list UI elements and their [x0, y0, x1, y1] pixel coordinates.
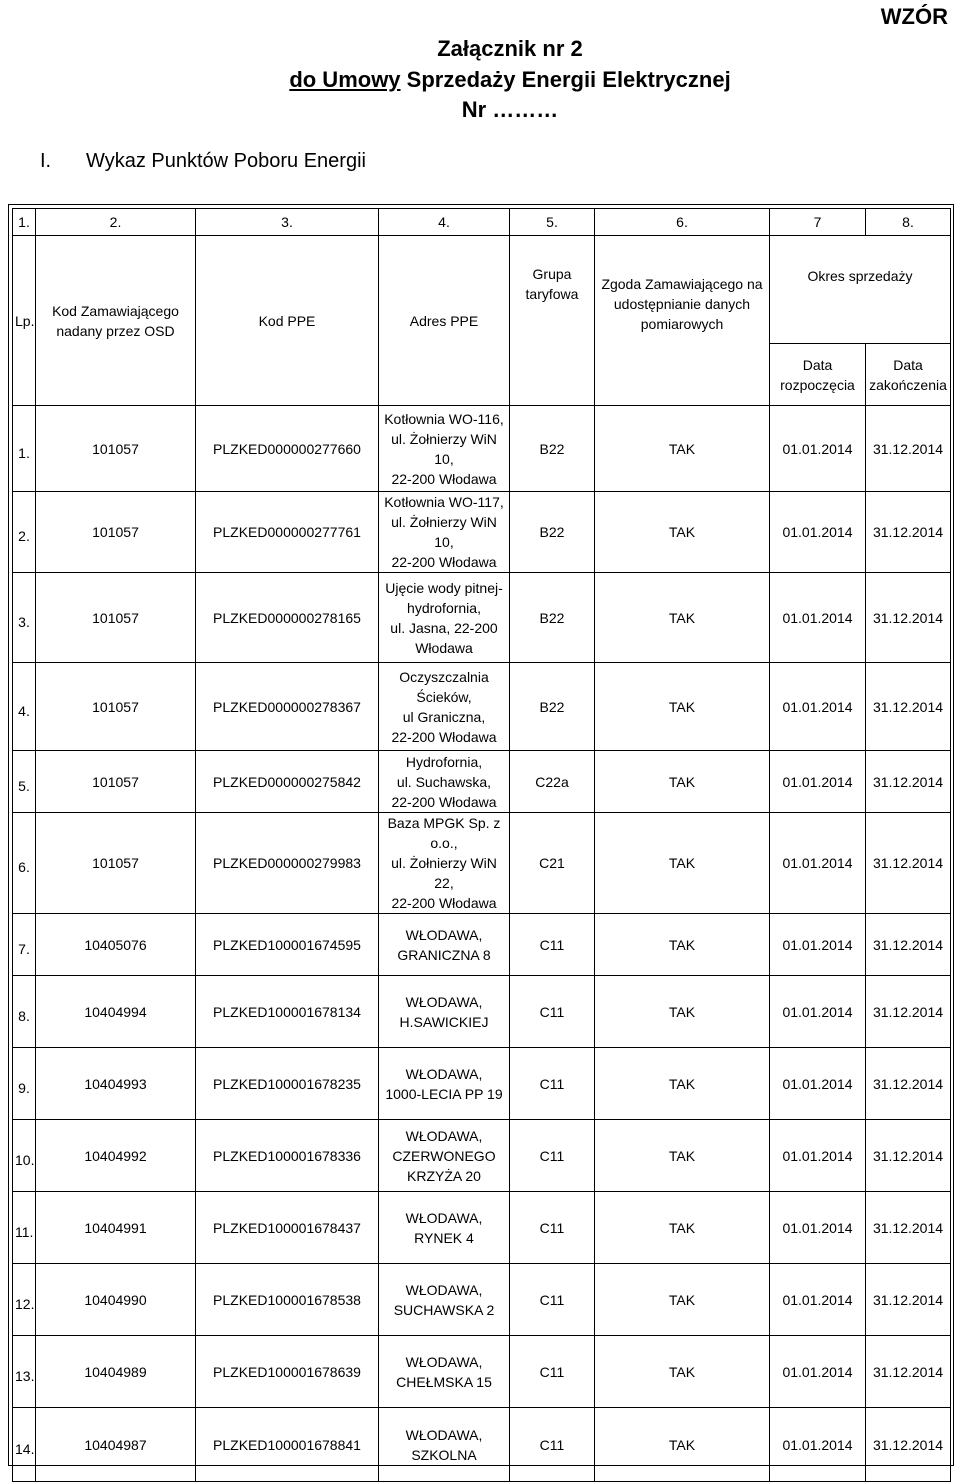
- row-kod-ppe: PLZKED100001678538: [196, 1264, 379, 1336]
- row-kod-zamawiajacego: 10404991: [36, 1192, 196, 1264]
- row-grupa-taryfowa: C22a: [510, 751, 595, 813]
- row-adres-line: Baza MPGK Sp. z: [387, 815, 501, 831]
- ppe-table: [12, 208, 951, 1482]
- row-adres-line: WŁODAWA,: [405, 926, 483, 943]
- table-row: [13, 492, 951, 573]
- column-number: 4.: [379, 209, 510, 236]
- row-grupa-taryfowa: C11: [510, 914, 595, 976]
- header-kod-ppe: Kod PPE: [196, 236, 379, 406]
- row-lp: 12.: [13, 1264, 36, 1336]
- row-adres-line: 22-200 Włodawa: [391, 895, 497, 911]
- row-adres-line: hydrofornia,: [407, 599, 481, 616]
- header-okres-sprzedazy: Okres sprzedaży: [770, 236, 951, 344]
- row-adres-line: CZERWONEGO: [392, 1147, 496, 1164]
- row-data-rozpoczecia: 01.01.2014: [770, 492, 866, 573]
- row-adres-line: WŁODAWA,: [405, 993, 483, 1010]
- row-zgoda: TAK: [595, 1408, 770, 1482]
- row-adres-line: SUCHAWSKA 2: [393, 1301, 495, 1318]
- table-row: [13, 406, 951, 492]
- row-data-zakonczenia: 31.12.2014: [866, 406, 951, 492]
- row-grupa-taryfowa: C11: [510, 1192, 595, 1264]
- row-adres-line: Kotłownia WO-117,: [384, 494, 504, 510]
- table-row: [13, 976, 951, 1048]
- row-adres-ppe: [379, 1048, 510, 1120]
- row-adres-line: ul. Żołnierzy WiN 22,: [391, 855, 497, 891]
- row-kod-zamawiajacego: 10404989: [36, 1336, 196, 1408]
- row-adres-line: WŁODAWA,: [405, 1353, 483, 1370]
- row-adres-ppe: [379, 1264, 510, 1336]
- row-zgoda: TAK: [595, 663, 770, 751]
- row-adres-line: ul. Żołnierzy WiN 10,: [391, 514, 497, 550]
- row-adres-ppe: [379, 406, 510, 492]
- table-row: [13, 1264, 951, 1336]
- row-adres-line: ul. Żołnierzy WiN 10,: [391, 430, 497, 467]
- table-row: [13, 573, 951, 663]
- row-data-rozpoczecia: 01.01.2014: [770, 751, 866, 813]
- section-label: Wykaz Punktów Poboru Energii: [86, 150, 366, 172]
- row-kod-zamawiajacego: 101057: [36, 663, 196, 751]
- row-adres-ppe: [379, 751, 510, 813]
- row-data-zakonczenia: 31.12.2014: [866, 663, 951, 751]
- row-kod-ppe: PLZKED000000275842: [196, 751, 379, 813]
- row-zgoda: TAK: [595, 751, 770, 813]
- row-adres-line: 22-200 Włodawa: [391, 470, 497, 487]
- row-data-rozpoczecia: 01.01.2014: [770, 406, 866, 492]
- row-zgoda: TAK: [595, 1336, 770, 1408]
- row-adres-line: Ujęcie wody pitnej-: [385, 579, 503, 596]
- row-adres-line: WŁODAWA,: [405, 1281, 483, 1298]
- column-number: 2.: [36, 209, 196, 236]
- row-data-zakonczenia: 31.12.2014: [866, 573, 951, 663]
- row-kod-zamawiajacego: 10404994: [36, 976, 196, 1048]
- header-grupa-taryfowa: Grupa taryfowa: [510, 236, 595, 406]
- row-adres-line: WŁODAWA,: [405, 1065, 483, 1082]
- row-lp: 2.: [13, 492, 36, 573]
- table-row: [13, 1048, 951, 1120]
- row-grupa-taryfowa: C21: [510, 813, 595, 914]
- row-adres-ppe: [379, 976, 510, 1048]
- row-kod-ppe: PLZKED100001678235: [196, 1048, 379, 1120]
- row-zgoda: TAK: [595, 492, 770, 573]
- row-data-rozpoczecia: 01.01.2014: [770, 813, 866, 914]
- header-data-zakonczenia: Data zakończenia: [866, 344, 951, 406]
- row-data-rozpoczecia: 01.01.2014: [770, 1408, 866, 1482]
- row-lp: 10.: [13, 1120, 36, 1192]
- row-kod-zamawiajacego: 101057: [36, 573, 196, 663]
- row-kod-zamawiajacego: 101057: [36, 813, 196, 914]
- table-row: [13, 1408, 951, 1482]
- row-adres-ppe: [379, 914, 510, 976]
- row-adres-line: SZKOLNA: [411, 1446, 477, 1463]
- row-adres-line: o.o.,: [430, 835, 458, 851]
- ppe-table-frame: [8, 204, 954, 1466]
- row-grupa-taryfowa: C11: [510, 1336, 595, 1408]
- row-adres-line: 22-200 Włodawa: [391, 728, 497, 745]
- row-kod-zamawiajacego: 101057: [36, 492, 196, 573]
- header-lp: Lp.: [13, 236, 36, 406]
- row-adres-line: CHEŁMSKA 15: [396, 1373, 492, 1390]
- row-data-zakonczenia: 31.12.2014: [866, 1192, 951, 1264]
- row-zgoda: TAK: [595, 1120, 770, 1192]
- row-zgoda: TAK: [595, 406, 770, 492]
- row-grupa-taryfowa: B22: [510, 492, 595, 573]
- row-kod-ppe: PLZKED000000278367: [196, 663, 379, 751]
- column-number: 7: [770, 209, 866, 236]
- row-kod-ppe: PLZKED100001678437: [196, 1192, 379, 1264]
- row-lp: 1.: [13, 406, 36, 492]
- row-adres-line: WŁODAWA,: [405, 1209, 483, 1226]
- row-data-zakonczenia: 31.12.2014: [866, 813, 951, 914]
- row-zgoda: TAK: [595, 1264, 770, 1336]
- row-data-rozpoczecia: 01.01.2014: [770, 976, 866, 1048]
- row-data-zakonczenia: 31.12.2014: [866, 914, 951, 976]
- row-kod-zamawiajacego: 10404992: [36, 1120, 196, 1192]
- row-kod-ppe: PLZKED100001678841: [196, 1408, 379, 1482]
- row-data-zakonczenia: 31.12.2014: [866, 976, 951, 1048]
- row-adres-line: 22-200 Włodawa: [391, 793, 497, 810]
- row-zgoda: TAK: [595, 914, 770, 976]
- row-data-zakonczenia: 31.12.2014: [866, 492, 951, 573]
- row-grupa-taryfowa: B22: [510, 663, 595, 751]
- row-adres-line: WŁODAWA,: [405, 1426, 483, 1443]
- row-lp: 4.: [13, 663, 36, 751]
- row-zgoda: TAK: [595, 1192, 770, 1264]
- column-number: 5.: [510, 209, 595, 236]
- table-row: [13, 663, 951, 751]
- row-data-zakonczenia: 31.12.2014: [866, 1336, 951, 1408]
- row-adres-line: RYNEK 4: [414, 1229, 474, 1246]
- row-data-rozpoczecia: 01.01.2014: [770, 1336, 866, 1408]
- doc-title-line2: [240, 67, 780, 93]
- row-lp: 7.: [13, 914, 36, 976]
- row-kod-ppe: PLZKED100001674595: [196, 914, 379, 976]
- row-kod-ppe: PLZKED100001678134: [196, 976, 379, 1048]
- row-data-rozpoczecia: 01.01.2014: [770, 914, 866, 976]
- column-number: 3.: [196, 209, 379, 236]
- row-kod-zamawiajacego: 10405076: [36, 914, 196, 976]
- row-grupa-taryfowa: C11: [510, 1408, 595, 1482]
- row-data-zakonczenia: 31.12.2014: [866, 1120, 951, 1192]
- row-adres-ppe: [379, 1120, 510, 1192]
- row-grupa-taryfowa: C11: [510, 1048, 595, 1120]
- row-data-rozpoczecia: 01.01.2014: [770, 1264, 866, 1336]
- row-adres-line: Ścieków,: [416, 688, 472, 705]
- row-kod-ppe: PLZKED000000277761: [196, 492, 379, 573]
- row-adres-ppe: [379, 1336, 510, 1408]
- column-number: 8.: [866, 209, 951, 236]
- row-zgoda: TAK: [595, 573, 770, 663]
- column-number: 1.: [13, 209, 36, 236]
- header-row-1: [13, 236, 951, 344]
- row-lp: 9.: [13, 1048, 36, 1120]
- row-grupa-taryfowa: B22: [510, 573, 595, 663]
- row-lp: 11.: [13, 1192, 36, 1264]
- row-zgoda: TAK: [595, 1048, 770, 1120]
- header-adres-ppe: Adres PPE: [379, 236, 510, 406]
- row-kod-ppe: PLZKED100001678639: [196, 1336, 379, 1408]
- row-adres-line: ul. Jasna, 22-200: [390, 619, 498, 636]
- doc-title-line1: Załącznik nr 2: [437, 36, 583, 61]
- header-data-rozpoczecia: Data rozpoczęcia: [770, 344, 866, 406]
- row-kod-zamawiajacego: 101057: [36, 406, 196, 492]
- row-adres-ppe: [379, 573, 510, 663]
- row-lp: 13.: [13, 1336, 36, 1408]
- table-row: [13, 1336, 951, 1408]
- row-kod-ppe: PLZKED000000277660: [196, 406, 379, 492]
- table-row: [13, 914, 951, 976]
- row-adres-line: Kotłownia WO-116,: [384, 410, 504, 427]
- row-grupa-taryfowa: C11: [510, 1120, 595, 1192]
- table-row: [13, 813, 951, 914]
- row-adres-line: WŁODAWA,: [405, 1127, 483, 1144]
- doc-title-underlined: do Umowy: [289, 67, 401, 92]
- row-zgoda: TAK: [595, 813, 770, 914]
- row-adres-line: 1000-LECIA PP 19: [385, 1085, 503, 1102]
- column-number: 6.: [595, 209, 770, 236]
- row-data-zakonczenia: 31.12.2014: [866, 1264, 951, 1336]
- row-zgoda: TAK: [595, 976, 770, 1048]
- section-number: I.: [40, 150, 52, 172]
- wzor-label: WZÓR: [880, 4, 948, 29]
- row-data-rozpoczecia: 01.01.2014: [770, 1120, 866, 1192]
- table-row: [13, 751, 951, 813]
- row-kod-zamawiajacego: 10404993: [36, 1048, 196, 1120]
- row-adres-ppe: [379, 663, 510, 751]
- row-lp: 6.: [13, 813, 36, 914]
- row-data-zakonczenia: 31.12.2014: [866, 751, 951, 813]
- table-row: [13, 1192, 951, 1264]
- column-numbers-row: [13, 209, 951, 236]
- row-data-rozpoczecia: 01.01.2014: [770, 1048, 866, 1120]
- row-kod-zamawiajacego: 101057: [36, 751, 196, 813]
- row-adres-line: ul. Suchawska,: [396, 773, 492, 790]
- row-adres-line: Włodawa: [415, 639, 473, 656]
- row-adres-line: ul Graniczna,: [402, 708, 486, 725]
- row-adres-line: KRZYŻA 20: [407, 1167, 481, 1184]
- table-row: [13, 1120, 951, 1192]
- row-lp: 3.: [13, 573, 36, 663]
- row-adres-ppe: [379, 1192, 510, 1264]
- row-adres-line: 22-200 Włodawa: [391, 554, 497, 570]
- header-zgoda: Zgoda Zamawiającego na udostępnianie danych pomiarowych: [595, 236, 770, 406]
- row-data-zakonczenia: 31.12.2014: [866, 1048, 951, 1120]
- row-data-rozpoczecia: 01.01.2014: [770, 663, 866, 751]
- row-adres-line: Oczyszczalnia: [399, 668, 489, 685]
- section-heading: [40, 150, 366, 173]
- row-grupa-taryfowa: C11: [510, 976, 595, 1048]
- row-lp: 5.: [13, 751, 36, 813]
- row-adres-ppe: [379, 492, 510, 573]
- row-adres-line: GRANICZNA 8: [397, 946, 491, 963]
- header-kod-zamawiajacego: Kod Zamawiającego nadany przez OSD: [36, 236, 196, 406]
- row-lp: 8.: [13, 976, 36, 1048]
- row-data-rozpoczecia: 01.01.2014: [770, 573, 866, 663]
- row-kod-zamawiajacego: 10404987: [36, 1408, 196, 1482]
- row-kod-zamawiajacego: 10404990: [36, 1264, 196, 1336]
- row-adres-ppe: [379, 813, 510, 914]
- row-kod-ppe: PLZKED000000278165: [196, 573, 379, 663]
- row-data-zakonczenia: 31.12.2014: [866, 1408, 951, 1482]
- row-adres-line: H.SAWICKIEJ: [399, 1013, 489, 1030]
- row-kod-ppe: PLZKED100001678336: [196, 1120, 379, 1192]
- row-grupa-taryfowa: B22: [510, 406, 595, 492]
- doc-title-rest: Sprzedaży Energii Elektrycznej: [400, 67, 731, 92]
- row-adres-ppe: [379, 1408, 510, 1482]
- row-data-rozpoczecia: 01.01.2014: [770, 1192, 866, 1264]
- row-kod-ppe: PLZKED000000279983: [196, 813, 379, 914]
- doc-title-line3: Nr ………: [461, 97, 559, 122]
- row-lp: 14.: [13, 1408, 36, 1482]
- row-adres-line: Hydrofornia,: [405, 753, 483, 770]
- row-grupa-taryfowa: C11: [510, 1264, 595, 1336]
